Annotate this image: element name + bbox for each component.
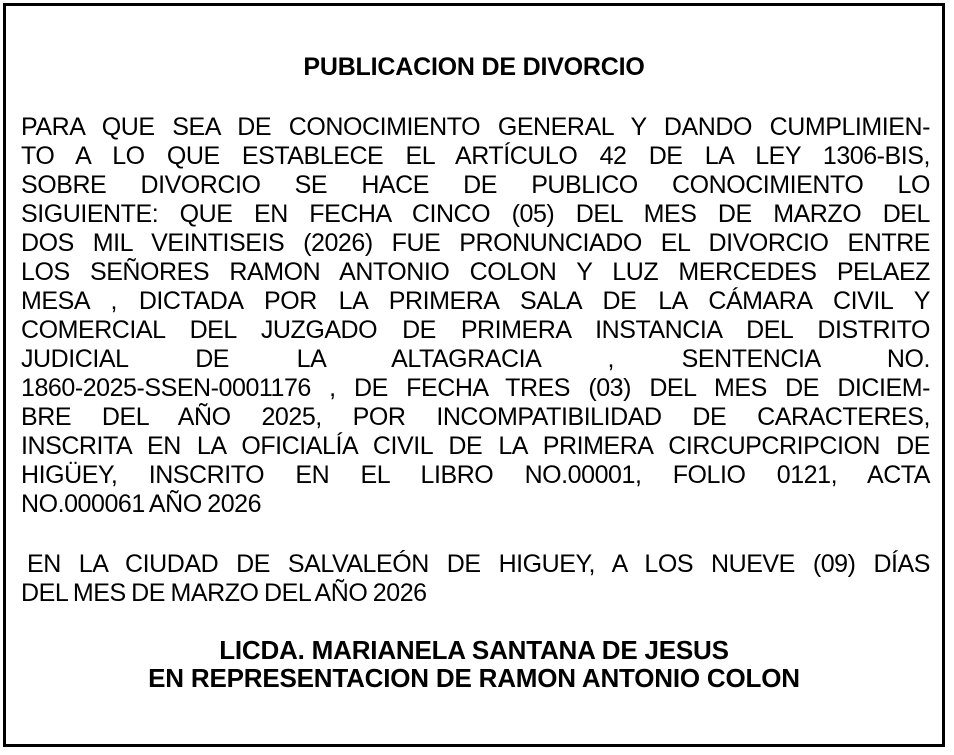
text-line: DEL MES DE MARZO DEL AÑO 2026: [21, 579, 427, 607]
divorce-notice: [3, 3, 945, 747]
text-line: BRE DEL AÑO 2025, POR INCOMPATIBILIDAD DE CARACTERES,: [21, 403, 930, 431]
signature-name: LICDA. MARIANELA SANTANA DE JESUS: [219, 635, 729, 665]
notice-title: PUBLICACION DE DIVORCIO: [303, 53, 645, 81]
text-line: DOS MIL VEINTISEIS (2026) FUE PRONUNCIADO EL DIVORCIO ENTRE: [21, 229, 930, 257]
text-line: INSCRITA EN LA OFICIALÍA CIVIL DE LA PRIMERA CIRCUPCRIPCION DE: [21, 432, 930, 460]
text-line: COMERCIAL DEL JUZGADO DE PRIMERA INSTANCIA DEL DISTRITO: [21, 316, 930, 344]
text-line: EN LA CIUDAD DE SALVALEÓN DE HIGUEY, A LOS NUEVE (09) DÍAS: [27, 550, 930, 578]
text-line: MESA , DICTADA POR LA PRIMERA SALA DE LA CÁMARA CIVIL Y: [21, 287, 930, 315]
text-line: SIGUIENTE: QUE EN FECHA CINCO (05) DEL MES DE MARZO DEL: [21, 200, 930, 228]
text-line: JUDICIAL DE LA ALTAGRACIA , SENTENCIA NO.: [21, 345, 930, 373]
notice-paragraph-1: [21, 113, 930, 519]
text-line: PARA QUE SEA DE CONOCIMIENTO GENERAL Y DANDO CUMPLIMIEN-: [21, 113, 930, 141]
text-line: LOS SEÑORES RAMON ANTONIO COLON Y LUZ MERCEDES PELAEZ: [21, 258, 930, 286]
text-line: HIGÜEY, INSCRITO EN EL LIBRO NO.00001, FOLIO 0121, ACTA: [21, 461, 930, 489]
text-line: NO.000061 AÑO 2026: [21, 490, 262, 518]
signature-role: EN REPRESENTACION DE RAMON ANTONIO COLON: [148, 663, 800, 693]
text-line: SOBRE DIVORCIO SE HACE DE PUBLICO CONOCIMIENTO LO: [21, 171, 930, 199]
text-line: 1860-2025-SSEN-0001176 , DE FECHA TRES (03) DEL MES DE DICIEM-: [21, 374, 930, 402]
notice-paragraph-2: [21, 550, 930, 608]
text-line: TO A LO QUE ESTABLECE EL ARTÍCULO 42 DE LA LEY 1306-BIS,: [21, 142, 930, 170]
